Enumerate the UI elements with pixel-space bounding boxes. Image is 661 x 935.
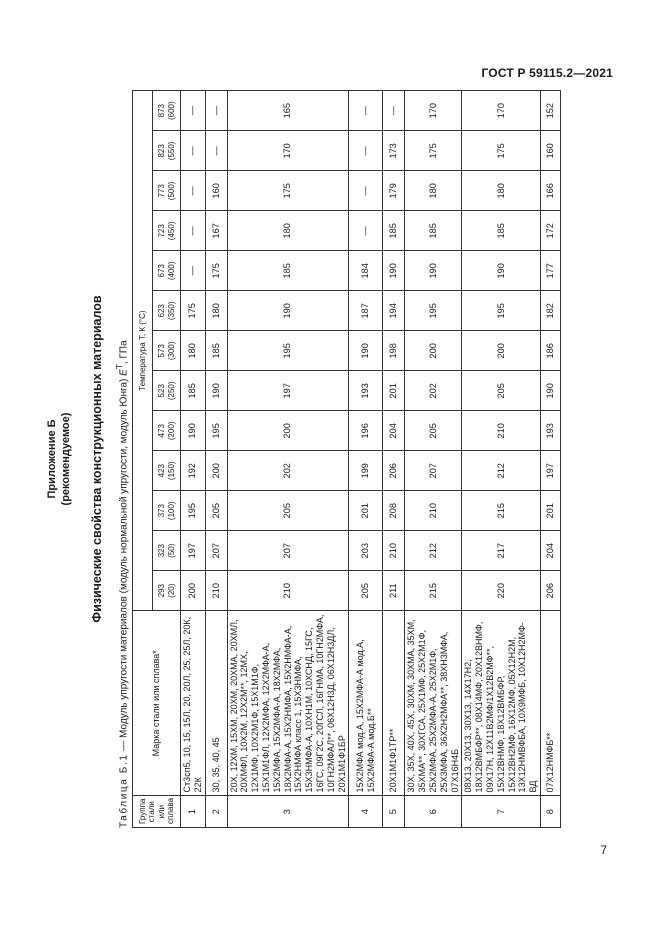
cell-value: 170 <box>405 91 462 131</box>
cell-value: 180 <box>462 171 541 211</box>
cell-value: 204 <box>540 531 560 571</box>
header-temp-293 <box>153 571 181 611</box>
cell-value: 211 <box>383 571 405 611</box>
cell-mark: 08Х13, 20Х13, 30Х13, 14Х17Н2, 18Х12ВМБФР**, 08Х14МФ, 20Х12ВНМФ, 09Х17Н, 12Х11В2МФ/1Х12В2МФ**, 15Х12ВНМФ, 18Х12ВМБФР, 15Х12ВН2МФ, 16Х12МФ, 05Х12Н2М, 13Х12НМВФБА, 10Х9МФБ, 10Х12Н2МФ-ВД <box>462 611 541 796</box>
cell-value: 210 <box>383 531 405 571</box>
cell-value: 195 <box>462 291 541 331</box>
cell-value: 193 <box>540 411 560 451</box>
header-temperature: Температура T, К (°С) <box>133 91 153 611</box>
cell-group: 6 <box>405 796 462 828</box>
cell-value: 184 <box>349 251 383 291</box>
cell-value: 199 <box>349 451 383 491</box>
temp-kelvin: 673 <box>157 264 166 278</box>
cell-value: 185 <box>227 251 349 291</box>
temp-kelvin: 873 <box>157 104 166 118</box>
cell-mark: Ст3сп5, 10, 15, 15Л, 20, 20Л, 25, 25Л, 20К, 22К <box>181 611 206 796</box>
cell-value: 167 <box>205 211 227 251</box>
appendix-title: Приложение Б <box>46 419 58 499</box>
cell-value: 175 <box>405 131 462 171</box>
cell-value: 200 <box>405 331 462 371</box>
cell-value: 207 <box>405 451 462 491</box>
cell-value: — <box>181 91 206 131</box>
temp-celsius: (600) <box>166 101 176 121</box>
temp-kelvin: 823 <box>157 144 166 158</box>
cell-value: 200 <box>181 571 206 611</box>
temp-kelvin: 523 <box>157 384 166 398</box>
table-row <box>462 91 541 828</box>
table-row <box>205 91 227 828</box>
cell-group: 2 <box>205 796 227 828</box>
cell-value: 190 <box>349 331 383 371</box>
temp-kelvin: 373 <box>157 504 166 518</box>
cell-group: 8 <box>540 796 560 828</box>
cell-value: 160 <box>540 131 560 171</box>
cell-mark: 30Х, 35Х, 40Х, 45Х, 30ХМ, 30ХМА, 35ХМ, 35ХМА**, 30ХГСА, 25Х1МФ, 25Х2М1Ф, 25Х2МФА, 25Х2МФА-А, 25Х2М1Ф, 25Х3МФА, 36Х2Н2МФА**, 38ХН3МФА, 07Х16Н4Б <box>405 611 462 796</box>
cell-value: 205 <box>405 411 462 451</box>
section-heading: Физические свойства конструкционных материалов <box>90 295 104 623</box>
cell-value: 180 <box>205 291 227 331</box>
cell-group: 7 <box>462 796 541 828</box>
cell-value: 175 <box>227 171 349 211</box>
temp-celsius: (300) <box>166 341 176 361</box>
header-temp-723 <box>153 211 181 251</box>
cell-group: 5 <box>383 796 405 828</box>
cell-group: 3 <box>227 796 349 828</box>
cell-value: — <box>205 91 227 131</box>
table-caption-label: Таблица Б.1 <box>118 753 130 828</box>
temp-celsius: (450) <box>166 221 176 241</box>
temp-kelvin: 423 <box>157 464 166 478</box>
cell-value: 200 <box>227 411 349 451</box>
cell-value: 173 <box>383 131 405 171</box>
cell-value: 186 <box>540 331 560 371</box>
cell-value: 210 <box>205 571 227 611</box>
cell-value: 197 <box>540 451 560 491</box>
cell-value: — <box>349 91 383 131</box>
cell-value: — <box>181 251 206 291</box>
cell-value: 185 <box>181 371 206 411</box>
cell-value: 190 <box>181 411 206 451</box>
cell-value: — <box>205 131 227 171</box>
cell-value: 201 <box>383 371 405 411</box>
cell-value: 220 <box>462 571 541 611</box>
elastic-modulus-table <box>132 90 561 828</box>
table-row <box>383 91 405 828</box>
cell-value: 185 <box>405 211 462 251</box>
cell-value: 215 <box>462 491 541 531</box>
temp-celsius: (20) <box>166 583 176 598</box>
cell-value: 185 <box>383 211 405 251</box>
cell-value: 175 <box>205 251 227 291</box>
cell-value: — <box>181 131 206 171</box>
cell-mark: 15Х2МФА мод.А, 15Х2МФА-А мод.А, 15Х2МФА-А мод.Б** <box>349 611 383 796</box>
header-temp-473 <box>153 411 181 451</box>
cell-value: 192 <box>181 451 206 491</box>
cell-value: 205 <box>349 571 383 611</box>
cell-value: 194 <box>383 291 405 331</box>
cell-value: — <box>181 211 206 251</box>
header-mark: Марка стали или сплава* <box>133 611 181 796</box>
temp-kelvin: 773 <box>157 184 166 198</box>
table-caption-symbol: E <box>118 369 130 376</box>
cell-value: 177 <box>540 251 560 291</box>
table-caption-sup: T <box>114 364 124 370</box>
cell-value: 182 <box>540 291 560 331</box>
cell-mark: 20Х1М1Ф1ТР** <box>383 611 405 796</box>
cell-value: 180 <box>405 171 462 211</box>
cell-value: 170 <box>227 131 349 171</box>
cell-value: 190 <box>205 371 227 411</box>
table-caption-text: — Модуль упругости материалов (модуль нормальной упругости, модуль Юнга) <box>118 375 130 754</box>
cell-value: 207 <box>205 531 227 571</box>
appendix-title-block <box>45 90 73 828</box>
cell-value: 215 <box>405 571 462 611</box>
cell-value: 212 <box>462 451 541 491</box>
cell-value: 152 <box>540 91 560 131</box>
cell-value: 197 <box>227 371 349 411</box>
header-temp-623 <box>153 291 181 331</box>
cell-value: 212 <box>405 531 462 571</box>
cell-value: 179 <box>383 171 405 211</box>
temp-kelvin: 623 <box>157 304 166 318</box>
temp-kelvin: 293 <box>157 584 166 598</box>
cell-value: 200 <box>462 331 541 371</box>
cell-value: 205 <box>227 491 349 531</box>
header-temp-873 <box>153 91 181 131</box>
temp-kelvin: 723 <box>157 224 166 238</box>
table-row <box>540 91 560 828</box>
cell-group: 4 <box>349 796 383 828</box>
cell-value: 207 <box>227 531 349 571</box>
cell-value: 190 <box>540 371 560 411</box>
header-group: Группа стали или сплава <box>133 796 181 828</box>
temp-celsius: (500) <box>166 181 176 201</box>
header-temp-323 <box>153 531 181 571</box>
cell-value: 195 <box>405 291 462 331</box>
cell-value: 170 <box>462 91 541 131</box>
cell-value: 196 <box>349 411 383 451</box>
cell-value: 190 <box>227 291 349 331</box>
temp-celsius: (350) <box>166 301 176 321</box>
cell-value: — <box>349 171 383 211</box>
cell-group: 1 <box>181 796 206 828</box>
cell-value: 193 <box>349 371 383 411</box>
header-temp-423 <box>153 451 181 491</box>
cell-value: 200 <box>205 451 227 491</box>
cell-value: 166 <box>540 171 560 211</box>
cell-value: — <box>181 171 206 211</box>
table-caption-unit: , ГПа <box>118 340 130 365</box>
cell-value: 202 <box>227 451 349 491</box>
cell-value: 195 <box>181 491 206 531</box>
header-temp-523 <box>153 371 181 411</box>
temp-celsius: (150) <box>166 461 176 481</box>
cell-value: 187 <box>349 291 383 331</box>
temp-celsius: (400) <box>166 261 176 281</box>
cell-value: 175 <box>181 291 206 331</box>
header-temp-823 <box>153 131 181 171</box>
cell-value: — <box>349 211 383 251</box>
cell-value: 180 <box>227 211 349 251</box>
cell-value: 206 <box>540 571 560 611</box>
temp-celsius: (50) <box>166 543 176 558</box>
cell-value: 165 <box>227 91 349 131</box>
header-temp-773 <box>153 171 181 211</box>
cell-value: 205 <box>205 491 227 531</box>
temp-celsius: (100) <box>166 501 176 521</box>
table-row <box>349 91 383 828</box>
cell-value: 204 <box>383 411 405 451</box>
cell-value: 190 <box>405 251 462 291</box>
cell-value: 208 <box>383 491 405 531</box>
cell-value: 195 <box>205 411 227 451</box>
cell-value: 175 <box>462 131 541 171</box>
temp-celsius: (550) <box>166 141 176 161</box>
cell-value: 198 <box>383 331 405 371</box>
cell-value: 180 <box>181 331 206 371</box>
document-standard-header: ГОСТ Р 59115.2—2021 <box>481 66 613 80</box>
page-number: 7 <box>600 843 607 857</box>
cell-value: — <box>383 91 405 131</box>
cell-value: 203 <box>349 531 383 571</box>
cell-value: 185 <box>205 331 227 371</box>
cell-value: 160 <box>205 171 227 211</box>
cell-mark: 30, 35, 40, 45 <box>205 611 227 796</box>
temp-celsius: (250) <box>166 381 176 401</box>
cell-value: 190 <box>383 251 405 291</box>
cell-value: 172 <box>540 211 560 251</box>
header-temp-573 <box>153 331 181 371</box>
cell-value: 201 <box>540 491 560 531</box>
header-temp-673 <box>153 251 181 291</box>
cell-value: 185 <box>462 211 541 251</box>
table-caption <box>114 90 129 828</box>
cell-value: 210 <box>462 411 541 451</box>
appendix-subtitle: (рекомендуемое) <box>60 412 72 506</box>
cell-value: 210 <box>405 491 462 531</box>
cell-value: 206 <box>383 451 405 491</box>
cell-value: — <box>349 131 383 171</box>
cell-mark: 07Х12НМФБ** <box>540 611 560 796</box>
temp-kelvin: 323 <box>157 544 166 558</box>
cell-value: 197 <box>181 531 206 571</box>
header-temp-373 <box>153 491 181 531</box>
cell-value: 201 <box>349 491 383 531</box>
table-row <box>227 91 349 828</box>
cell-value: 210 <box>227 571 349 611</box>
rotated-content <box>46 90 592 828</box>
table-row <box>181 91 206 828</box>
cell-mark: 20Х, 12ХМ, 15ХМ, 20ХМ, 20ХМА, 20ХМЛ, 20ХМФЛ, 10Х2М, 12Х2М**, 12МХ, 12Х1МФ, 10Х2М1Ф, 15Х1М1Ф, 15Х1М1ФЛ, 12Х2МФА, 12Х2МФА-А, 15Х2МФА, 15Х2МФА-А, 18Х2МФА, 18Х2МФА-А, 15Х2НМФА, 15Х2НМФА-А, 15Х2НМФА класс 1, 15Х3НМФА, 15Х3НМФА-А, 10ХН1М, 10ХСНД, 15ГС, 16ГС, 09Г2С, 20ГСЛ, 16ГНМА, 10ГН2МФА, 10ГН2МФАЛ**, 06Х12Н3Д, 06Х12Н3ДЛ, 20Х1М1Ф1БР <box>227 611 349 796</box>
cell-value: 205 <box>462 371 541 411</box>
temp-celsius: (200) <box>166 421 176 441</box>
cell-value: 190 <box>462 251 541 291</box>
cell-value: 195 <box>227 331 349 371</box>
cell-value: 202 <box>405 371 462 411</box>
temp-kelvin: 473 <box>157 424 166 438</box>
cell-value: 217 <box>462 531 541 571</box>
table-row <box>405 91 462 828</box>
temp-kelvin: 573 <box>157 344 166 358</box>
